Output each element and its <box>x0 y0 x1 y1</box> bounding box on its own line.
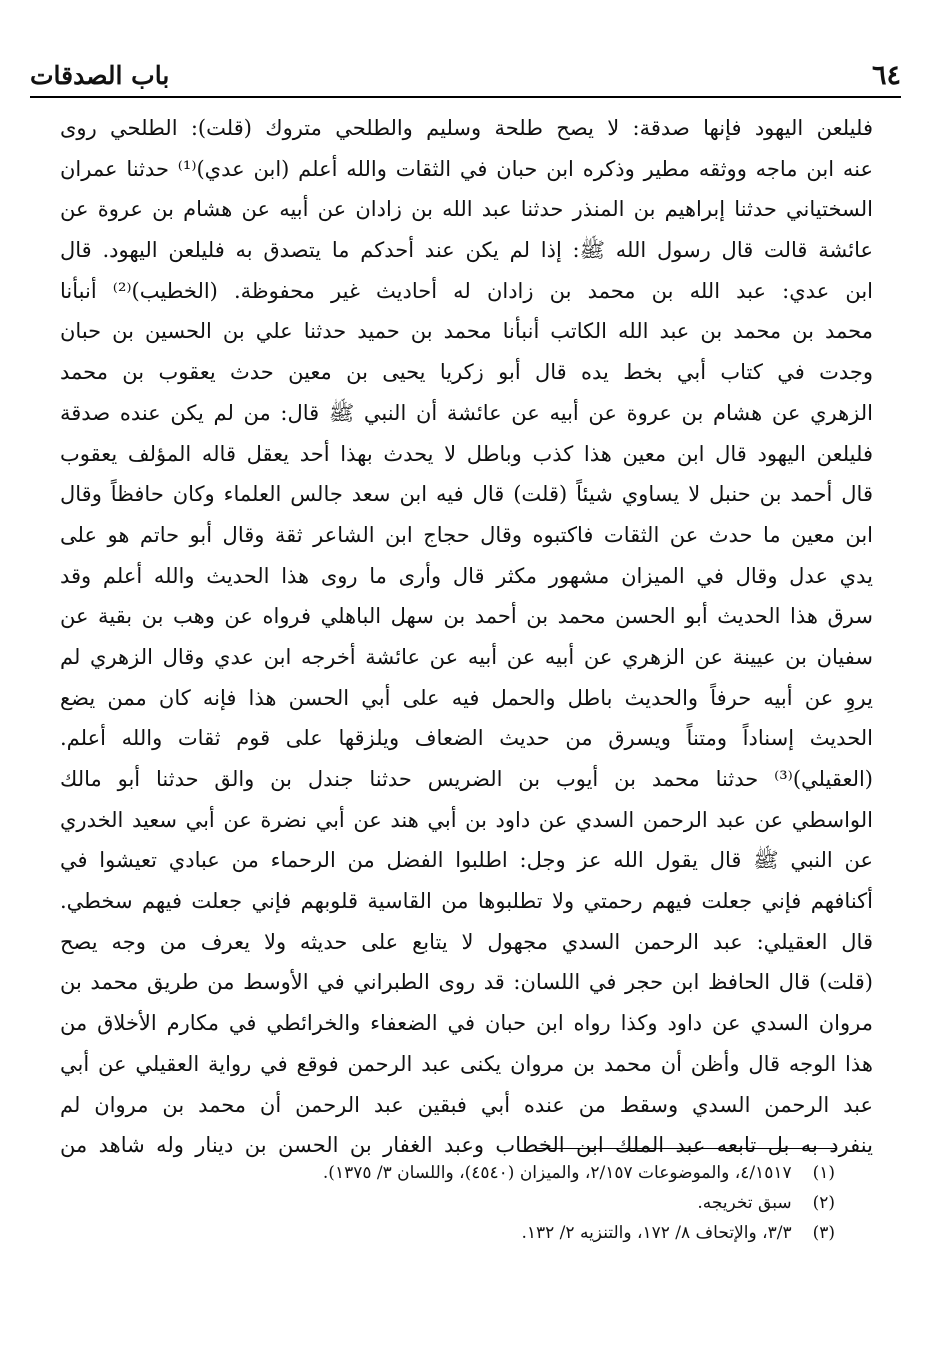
text-line: ابن معين ما حدث عن الثقات فاكتبوه وقال حجاج ابن الشاعر ثقة وقال أبو حاتم هو على <box>60 522 873 547</box>
footnote-text: ٤/١٥١٧، والموضوعات ٢/١٥٧، والميزان (٤٥٤٠)، واللسان ٣/ ١٣٧٥). <box>322 1163 792 1183</box>
footnote-number: (١) <box>812 1163 835 1183</box>
text-line: يدي عدل وقال في الميزان مشهور مكثر قال وأرى ما روى هذا الحديث والله أعلم وقد <box>60 563 873 588</box>
text-line: ابن عدي: عبد الله بن محمد بن زادان له أحاديث غير محفوظة. (الخطيب)⁽²⁾ أنبأنا <box>60 278 873 303</box>
footnote-number: (٣) <box>812 1223 835 1243</box>
text-line: فليلعن اليهود فإنها صدقة: لا يصح طلحة وسليم والطلحي متروك (قلت): الطلحي روى <box>60 116 873 140</box>
text-line: الزهري عن هشام بن عروة عن أبيه عن عائشة أن النبي ﷺ قال: من لم يكن عنده صدقة <box>60 400 873 425</box>
text-line: ينفرد به بل تابعه عبد الملك ابن الخطاب وعبد الغفار بن الحسن بن دينار وله شاهد من <box>60 1133 873 1158</box>
header-rule <box>30 96 901 98</box>
footnote-number: (٢) <box>812 1193 835 1213</box>
text-line: سفيان بن عيينة عن الزهري عن أبيه عن أبيه عن عائشة أخرجه ابن عدي وقال الزهري لم <box>60 644 873 669</box>
page-number: ٦٤ <box>871 60 901 91</box>
text-line: قال أحمد بن حنبل لا يساوي شيئاً (قلت) قال فيه ابن سعد جالس العلماء وكان حافظاً وقال <box>60 482 873 507</box>
text-line: سرق هذا الحديث أبو الحسن محمد بن أحمد بن سهل الباهلي فرواه عن وهب بن بقية عن <box>60 604 873 629</box>
footnotes <box>135 1158 835 1248</box>
text-line: قال العقيلي: عبد الرحمن السدي مجهول لا يتابع على حديثه ولا يعرف من وجه يصح <box>60 929 873 954</box>
footnote-rule <box>536 1148 836 1149</box>
text-line: الحديث إسناداً ومتناً ويسرق من حديث الضعاف ويلزقها على قوم ثقات والله أعلم. <box>60 726 873 751</box>
body-text <box>60 108 873 1166</box>
footnote <box>135 1188 835 1218</box>
text-line: (العقيلي)⁽³⁾ حدثنا محمد بن أيوب بن الضريس حدثنا جندل بن والق حدثنا أبو مالك <box>60 767 873 791</box>
page-header <box>30 58 901 96</box>
text-line: (قلت) قال الحافظ ابن حجر في اللسان: قد روى الطبراني في الأوسط من طريق محمد بن <box>60 970 873 995</box>
text-line: أكنافهم فإني جعلت فيهم رحمتي ولا تطلبوها من القاسية قلوبهم فإني جعلت فيهم سخطي. <box>60 889 873 914</box>
text-line: عبد الرحمن السدي وسقط من عنده أبي فبقين عبد الرحمن أن محمد بن مروان لم <box>60 1092 873 1117</box>
text-line: عائشة قالت قال رسول الله ﷺ: إذا لم يكن عند أحدكم ما يتصدق به فليلعن اليهود. قال <box>60 238 873 263</box>
footnote <box>135 1218 835 1248</box>
text-line: محمد بن محمد بن عبد الله الكاتب أنبأنا محمد بن حميد حدثنا علي بن الحسين بن حبان <box>60 319 873 344</box>
text-line: السختياني حدثنا إبراهيم بن المنذر حدثنا عبد الله بن زادان عن أبيه عن هشام بن عروة عن <box>60 197 873 222</box>
footnote-text: سبق تخريجه. <box>697 1193 792 1213</box>
text-line: عن النبي ﷺ قال يقول الله عز وجل: اطلبوا الفضل من الرحماء من عبادي تعيشوا في <box>60 848 873 873</box>
footnote-text: ٣/٣، والإتحاف ٨/ ١٧٢، والتنزيه ٢/ ١٣٢. <box>521 1223 792 1243</box>
text-line: وجدت في كتاب أبي بخط يده قال أبو زكريا يحيى بن معين حدث يعقوب بن محمد <box>60 360 873 385</box>
text-line: يروِ عن أبيه حرفاً والحديث باطل والحمل فيه على أبي الحسن هذا فإنه كان ممن يضع <box>60 685 873 710</box>
text-line: عنه ابن ماجه ووثقه مطير وذكره ابن حبان في الثقات والله أعلم (ابن عدي)⁽¹⁾ حدثنا عمران <box>60 156 873 181</box>
text-line: الواسطي عن عبد الرحمن السدي عن داود بن أبي هند عن أبي نضرة عن أبي سعيد الخدري <box>60 807 873 832</box>
running-title: باب الصدقات <box>30 61 170 90</box>
text-line: هذا الوجه قال وأظن أن محمد بن مروان يكنى عبد الرحمن فوقع في رواية العقيلي عن أبي <box>60 1051 873 1076</box>
text-line: فليلعن اليهود قال ابن معين هذا كذب وباطل لا يحدث بهذا أحد يعقل قاله المؤلف يعقوب <box>60 441 873 466</box>
footnote <box>135 1158 835 1188</box>
text-line: مروان السدي عن داود وكذا رواه ابن حبان في الضعفاء والخرائطي في مكارم الأخلاق من <box>60 1011 873 1036</box>
